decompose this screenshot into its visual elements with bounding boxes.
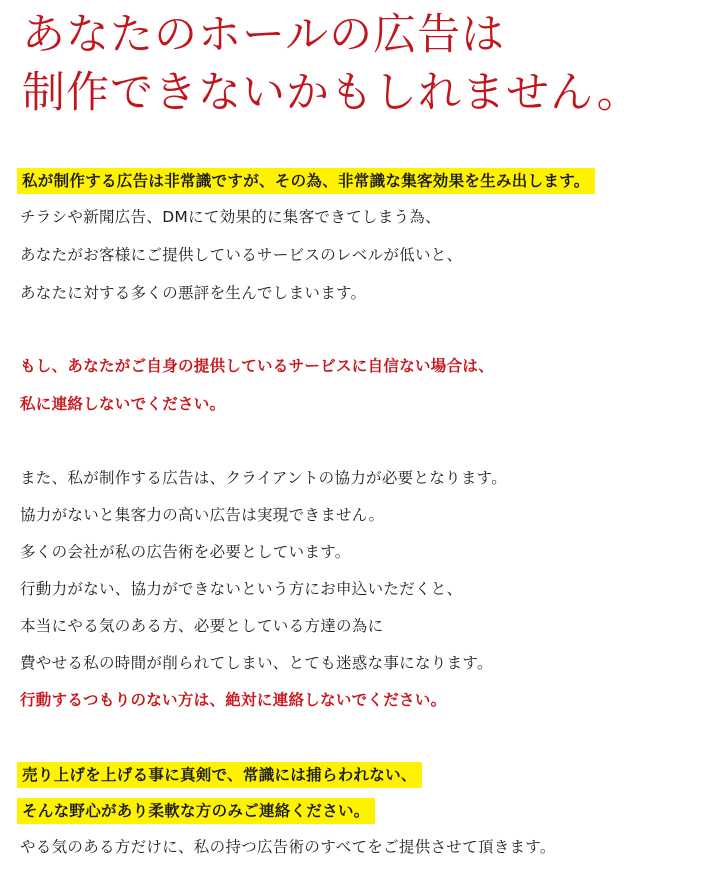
headline-line-1: あなたのホールの広告は xyxy=(22,10,506,60)
page-headline xyxy=(22,6,641,122)
highlight-statement: そんな野心があり柔軟な方のみご連絡ください。 xyxy=(17,796,375,826)
warning-line: もし、あなたがご自身の提供しているサービスに自信ない場合は、 xyxy=(20,357,495,375)
highlight-statement xyxy=(17,166,595,196)
body-line: 多くの会社が私の広告術を必要としています。 xyxy=(20,543,351,561)
warning-line: 私に連絡しないでください。 xyxy=(20,395,226,413)
body-line: 協力がないと集客力の高い広告は実現できません。 xyxy=(20,506,385,524)
body-line: また、私が制作する広告は、クライアントの協力が必要となります。 xyxy=(20,469,508,487)
body-line: あなたに対する多くの悪評を生んでしまいます。 xyxy=(20,284,367,302)
body-line: あなたがお客様にご提供しているサービスのレベルが低いと、 xyxy=(20,246,463,264)
body-line: チラシや新聞広告、DMにて効果的に集客できてしまう為、 xyxy=(20,208,441,226)
headline-line-2: 制作できないかもしれません。 xyxy=(22,68,641,118)
warning-line: 行動するつもりのない方は、絶対に連絡しないでください。 xyxy=(20,691,447,709)
highlight-statement: 売り上げを上げる事に真剣で、常識には捕らわれない、 xyxy=(17,760,422,790)
body-line: 費やせる私の時間が削られてしまい、とても迷惑な事になります。 xyxy=(20,654,493,672)
closing-line: やる気のある方だけに、私の持つ広告術のすべてをご提供させて頂きます。 xyxy=(20,838,556,856)
highlight-text: 私が制作する広告は非常識ですが、その為、非常識な集客効果を生み出します。 xyxy=(17,168,595,194)
body-line: 行動力がない、協力ができないという方にお申込いただくと、 xyxy=(20,580,463,598)
body-line: 本当にやる気のある方、必要としている方達の為に xyxy=(20,617,384,635)
